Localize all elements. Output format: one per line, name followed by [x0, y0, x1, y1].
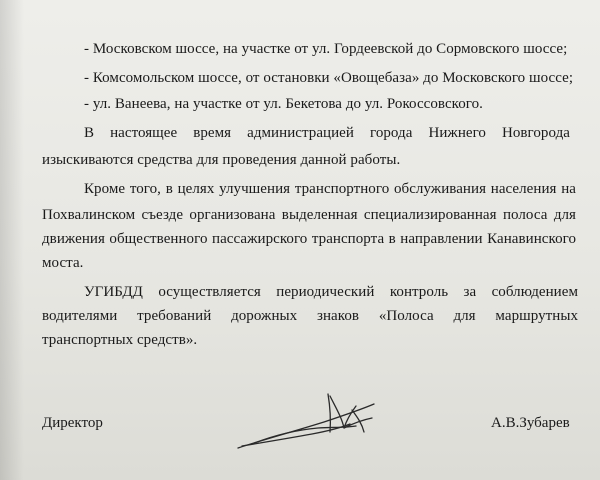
bullet-item-3: - ул. Ванеева, на участке от ул. Бекетова до ул. Рокоссовского. — [84, 96, 483, 112]
para2-line4: моста. — [42, 255, 84, 271]
page-shadow — [0, 0, 24, 480]
para2-line1: Кроме того, в целях улучшения транспортного обслуживания населения на — [84, 181, 576, 197]
para1-line2: изыскиваются средства для проведения данной работы. — [42, 152, 401, 168]
bullet-item-1: - Московском шоссе, на участке от ул. Гордеевской до Сормовского шоссе; — [84, 41, 568, 57]
bullet-item-2: - Комсомольском шоссе, от остановки «Овощебаза» до Московского шоссе; — [84, 70, 574, 86]
para3-line3: транспортных средств». — [42, 332, 198, 348]
para2-line2: Похвалинском съезде организована выделенная специализированная полоса для — [42, 207, 576, 223]
para3-line1: УГИБДД осуществляется периодический контроль за соблюдением — [84, 284, 578, 300]
signer-name: А.В.Зубарев — [491, 415, 570, 431]
para1-line1: В настоящее время администрацией города Нижнего Новгорода — [84, 125, 570, 141]
para2-line3: движения общественного пассажирского транспорта в направлении Канавинского — [42, 231, 576, 247]
para3-line2: водителями требований дорожных знаков «Полоса для маршрутных — [42, 308, 578, 324]
signature-icon — [232, 388, 382, 458]
signer-position: Директор — [42, 415, 103, 431]
